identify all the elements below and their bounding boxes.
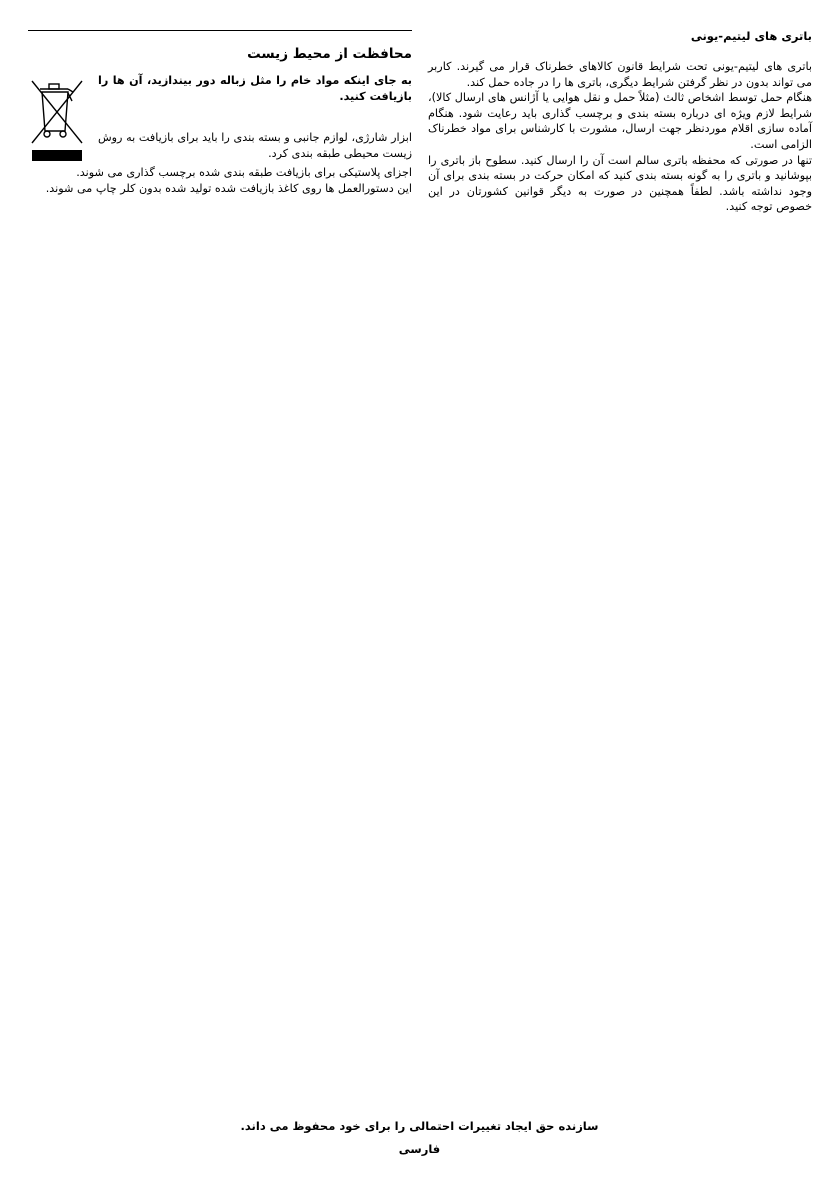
lithium-battery-paragraph-1: باتری های لیتیم-یونی تحت شرایط قانون کالاهای خطرناک قرار می گیرند. کاربر می تواند بدون در نظر گرفتن شرایط دیگری، باتری ها را در جاده حمل کند. (428, 60, 812, 89)
recycle-tools-paragraph: ابزار شارژی، لوازم جانبی و بسته بندی را باید برای بازیافت به روش زیست محیطی طبقه بندی کرد. (98, 131, 412, 160)
recycling-notes (28, 165, 412, 196)
lithium-battery-paragraph-2: هنگام حمل توسط اشخاص ثالث (مثلاً حمل و نقل هوایی یا آژانس های ارسال کالا)، شرایط لازم ویژه ای درباره بسته بندی و برچسب گذاری باید رعایت شود. هنگام آماده سازی اقلام موردنظر جهت ارسال، مشورت با کارشناس برای مواد خطرناک الزامی است. (428, 91, 812, 151)
language-label: فارسی (398, 1142, 441, 1156)
lithium-battery-paragraph-3: تنها در صورتی که محفظه باتری سالم است آن را ارسال کنید. سطوح باز باتری را بپوشانید و باتری را به گونه بسته بندی کنید که امکان حرکت در بسته بندی برای آن وجود نداشته باشد. لطفاً همچنین در صورت به دیگر قوانین کشورتان در این خصوص توجه کنید. (428, 153, 812, 214)
crossed-out-wheelie-bin-icon (28, 79, 86, 165)
rights-reserved-note: سازنده حق ایجاد تغییرات احتمالی را برای خود محفوظ می داند. (240, 1119, 599, 1133)
lithium-battery-heading: باتری های لیتیم-یونی (690, 29, 812, 43)
recycle-instruction: به جای اینکه مواد خام را مثل زباله دور بیندازید، آن ها را بازیافت کنید. (98, 74, 412, 103)
recycled-paper-paragraph: این دستورالعمل ها روی کاغذ بازیافت شده تولید شده بدون کلر چاپ می شوند. (45, 181, 412, 195)
weee-text (98, 73, 412, 161)
weee-block (28, 73, 412, 165)
top-divider (28, 30, 412, 31)
environment-heading: محافظت از محیط زیست (247, 46, 412, 62)
environment-section (28, 26, 412, 196)
plastic-parts-paragraph: اجزای پلاستیکی برای بازیافت طبقه بندی شده برچسب گذاری می شوند. (76, 166, 412, 179)
lithium-battery-section (428, 26, 812, 215)
